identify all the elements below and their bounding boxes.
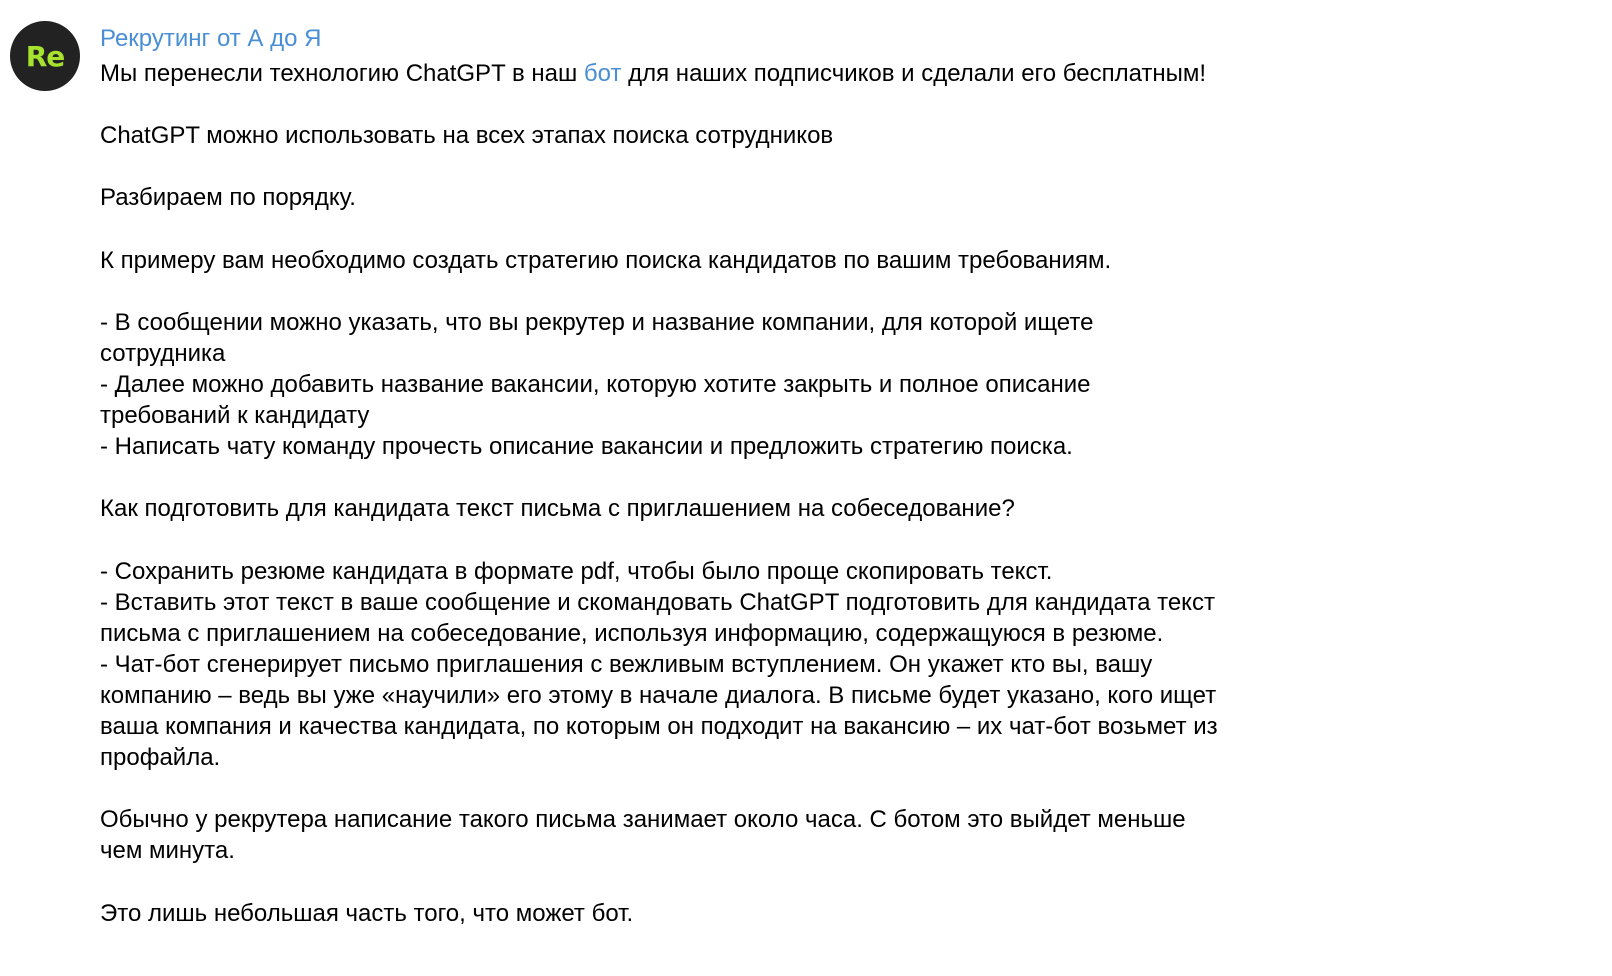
message-line (100, 151, 1520, 182)
message-content (100, 22, 1520, 929)
message-line: сотрудника (100, 339, 226, 367)
message-line (100, 524, 1520, 555)
message-line: требований к кандидату (100, 402, 370, 430)
message-line: - Сохранить резюме кандидата в формате pdf, чтобы было проще скопировать текст. (100, 557, 1053, 585)
message-intro-line (100, 58, 1520, 89)
message-line: Разбираем по порядку. (100, 184, 356, 212)
message-line: ваша компания и качества кандидата, по которым он подходит на вакансию – их чат-бот возьмет из (100, 712, 1218, 740)
message-line: Как подготовить для кандидата текст письма с приглашением на собеседование? (100, 495, 1015, 523)
message-line: профайла. (100, 744, 221, 772)
bot-link[interactable]: бот (583, 60, 622, 87)
message-lines (100, 89, 1520, 929)
message-line: К примеру вам необходимо создать стратегию поиска кандидатов по вашим требованиям. (100, 246, 1112, 274)
message-line: письма с приглашением на собеседование, используя информацию, содержащуюся в резюме. (100, 619, 1164, 647)
message-line (100, 213, 1520, 244)
message-line: - В сообщении можно указать, что вы рекрутер и название компании, для которой ищете (100, 308, 1094, 336)
message-line (100, 462, 1520, 493)
message-text (100, 58, 1520, 929)
message-line: ChatGPT можно использовать на всех этапах поиска сотрудников (100, 122, 834, 150)
message-line (100, 866, 1520, 897)
message-line (100, 773, 1520, 804)
message-line: - Чат-бот сгенерирует письмо приглашения с вежливым вступлением. Он укажет кто вы, вашу (100, 650, 1153, 678)
message-line (100, 276, 1520, 307)
message-line: Обычно у рекрутера написание такого письма занимает около часа. С ботом это выйдет меньше (100, 806, 1186, 834)
message-line: - Вставить этот текст в ваше сообщение и скомандовать ChatGPT подготовить для кандидата текст (100, 588, 1215, 616)
message-line: чем минута. (100, 837, 235, 865)
avatar-initials: Re (25, 39, 65, 73)
message-line: Это лишь небольшая часть того, что может бот. (100, 899, 634, 927)
message-line: - Написать чату команду прочесть описание вакансии и предложить стратегию поиска. (100, 433, 1073, 461)
avatar[interactable] (10, 21, 80, 91)
sender-name[interactable]: Рекрутинг от А до Я (100, 25, 322, 52)
message-line: компанию – ведь вы уже «научили» его этому в начале диалога. В письме будет указано, кого ищет (100, 681, 1217, 709)
intro-text-before-link: Мы перенесли технологию ChatGPT в наш (100, 60, 584, 87)
intro-text-after-link: для наших подписчиков и сделали его бесплатным! (621, 60, 1207, 87)
message-line: - Далее можно добавить название вакансии, которую хотите закрыть и полное описание (100, 370, 1091, 398)
message-line (100, 89, 1520, 120)
